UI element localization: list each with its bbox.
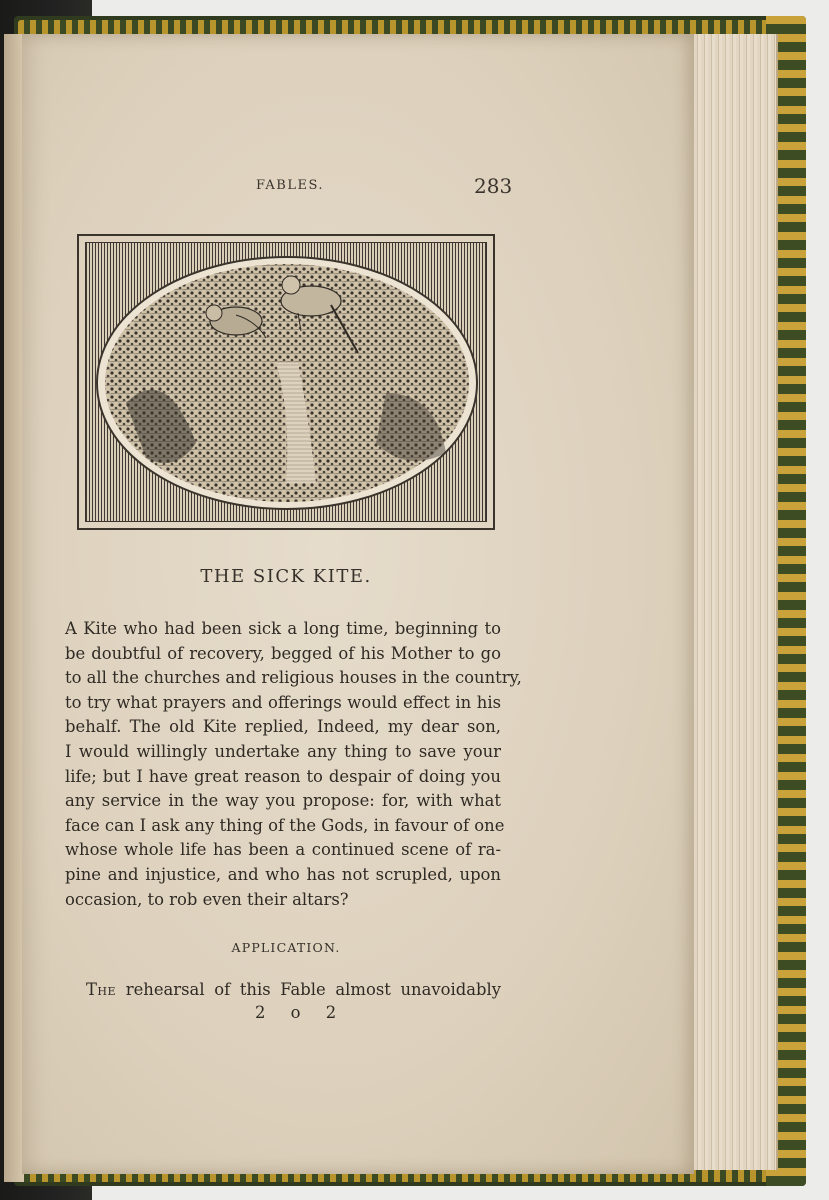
left-page-edge xyxy=(4,34,24,1182)
body-line: pine and injustice, and who has not scrupled, upon xyxy=(65,864,501,884)
fable-body xyxy=(65,617,522,912)
body-line: whose whole life has been a continued scene of ra- xyxy=(65,840,501,860)
body-line: to try what prayers and offerings would effect in his xyxy=(65,692,501,712)
book-page xyxy=(22,34,694,1174)
application-rest: rehearsal of this Fable almost unavoidably xyxy=(125,980,501,999)
body-line: to all the churches and religious houses in the country, xyxy=(65,668,522,688)
body-line: any service in the way you propose: for, with what xyxy=(65,791,501,811)
signature-mark: 2 o 2 xyxy=(255,1003,347,1022)
woodcut-illustration xyxy=(77,234,495,530)
body-line: behalf. The old Kite replied, Indeed, my dear son, xyxy=(65,717,501,737)
body-line: I would willingly undertake any thing to save your xyxy=(65,741,501,761)
application-text xyxy=(86,980,501,999)
body-line: face can I ask any thing of the Gods, in favour of one xyxy=(65,815,505,835)
body-line: A Kite who had been sick a long time, beginning to xyxy=(65,619,501,638)
fable-title: THE SICK KITE. xyxy=(200,566,372,587)
application-heading: APPLICATION. xyxy=(231,940,341,955)
page-number: 283 xyxy=(474,174,513,198)
woodcut-oval-scene xyxy=(86,243,487,522)
woodcut-hatched-background xyxy=(85,242,487,522)
running-head: FABLES. xyxy=(256,178,325,193)
body-line: occasion, to rob even their altars? xyxy=(65,889,349,909)
page-fore-edge xyxy=(680,34,778,1170)
body-line: life; but I have great reason to despair of doing you xyxy=(65,766,501,786)
body-line: be doubtful of recovery, begged of his Mother to go xyxy=(65,643,501,663)
application-first-word: The xyxy=(86,980,117,999)
